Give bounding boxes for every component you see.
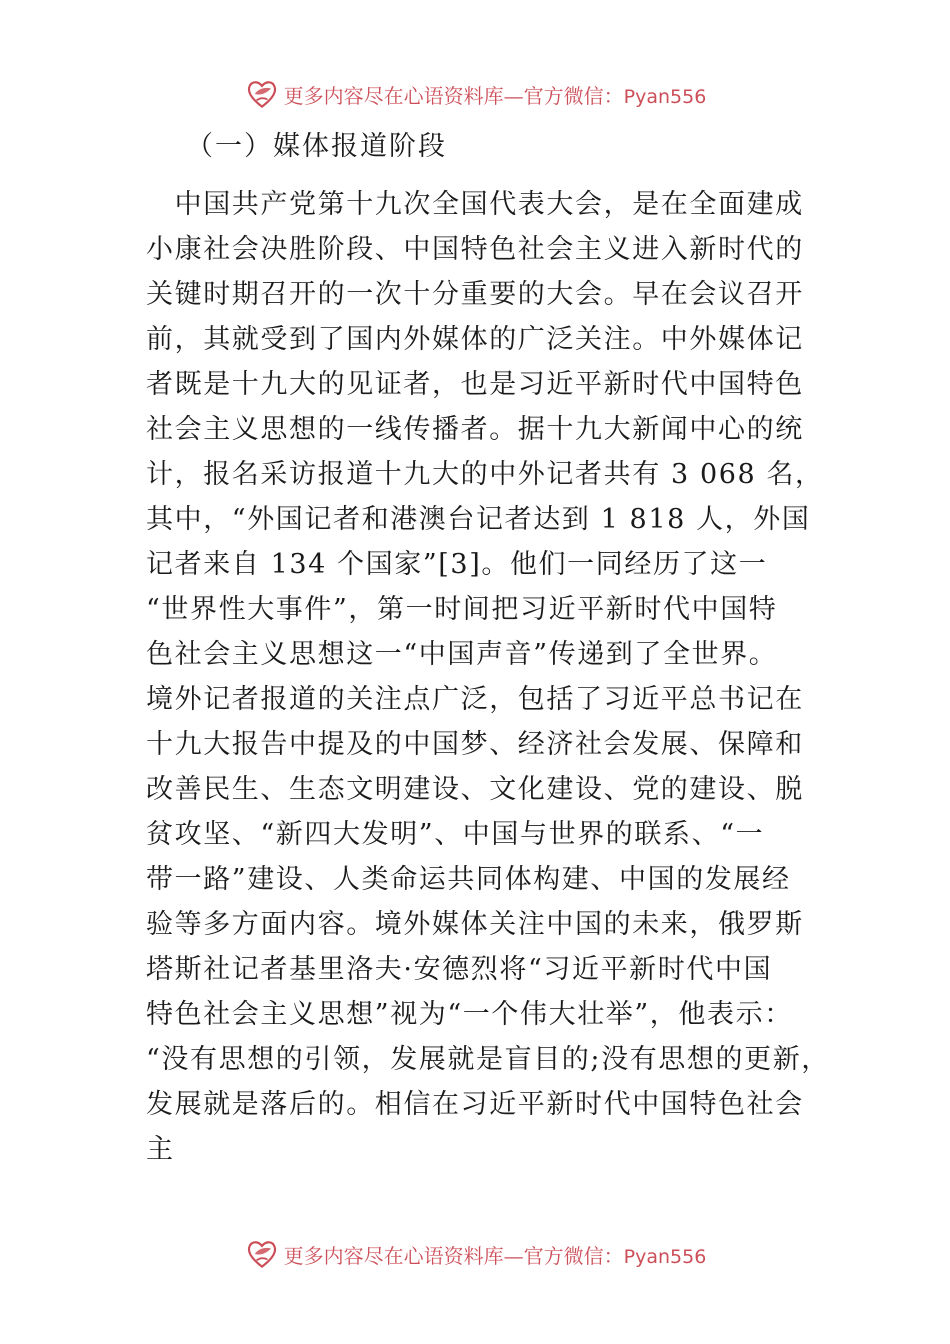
text-line: 验等多方面内容。境外媒体关注中国的未来，俄罗斯 <box>146 909 804 940</box>
text-line: 关键时期召开的一次十分重要的大会。早在会议召开 <box>146 279 804 310</box>
text-line: 塔斯社记者基里洛夫·安德烈将“习近平新时代中国 <box>146 954 773 985</box>
watermark-text: 更多内容尽在心语资料库—官方微信：Pyan556 <box>283 83 707 108</box>
watermark-header <box>0 74 950 114</box>
text-line: 者既是十九大的见证者，也是习近平新时代中国特色 <box>146 369 804 400</box>
text-line: 发展就是落后的。相信在习近平新时代中国特色社会 <box>146 1089 804 1120</box>
text-line: 特色社会主义思想”视为“一个伟大壮举”，他表示： <box>146 999 793 1030</box>
text-line: 十九大报告中提及的中国梦、经济社会发展、保障和 <box>146 729 804 760</box>
heart-leaf-logo-icon <box>244 76 280 112</box>
text-line: 记者来自 134 个国家”[3]。他们一同经历了这一 <box>146 549 768 580</box>
text-line: 境外记者报道的关注点广泛，包括了习近平总书记在 <box>146 684 804 715</box>
watermark-text: 更多内容尽在心语资料库—官方微信：Pyan556 <box>283 1243 707 1268</box>
text-line: 中国共产党第十九次全国代表大会，是在全面建成 <box>146 189 804 220</box>
text-line: 前，其就受到了国内外媒体的广泛关注。中外媒体记 <box>146 324 804 355</box>
text-line: 带一路”建设、人类命运共同体构建、中国的发展经 <box>146 864 791 895</box>
heart-leaf-logo-icon <box>244 1236 280 1272</box>
body-paragraph <box>146 182 830 1172</box>
text-line: 贫攻坚、“新四大发明”、中国与世界的联系、“一 <box>146 819 765 850</box>
text-line: 主 <box>146 1134 175 1165</box>
text-line: “没有思想的引领，发展就是盲目的;没有思想的更新， <box>146 1044 830 1075</box>
text-line: 小康社会决胜阶段、中国特色社会主义进入新时代的 <box>146 234 804 265</box>
watermark-footer <box>0 1234 950 1274</box>
section-heading: （一）媒体报道阶段 <box>186 131 447 162</box>
text-line: 改善民生、生态文明建设、文化建设、党的建设、脱 <box>146 774 804 805</box>
text-line: 色社会主义思想这一“中国声音”传递到了全世界。 <box>146 639 778 670</box>
text-line: 其中，“外国记者和港澳台记者达到 1 818 人，外国 <box>146 504 811 535</box>
text-line: 计，报名采访报道十九大的中外记者共有 3 068 名， <box>146 459 824 490</box>
text-line: 社会主义思想的一线传播者。据十九大新闻中心的统 <box>146 414 804 445</box>
text-line: “世界性大事件”，第一时间把习近平新时代中国特 <box>146 594 778 625</box>
